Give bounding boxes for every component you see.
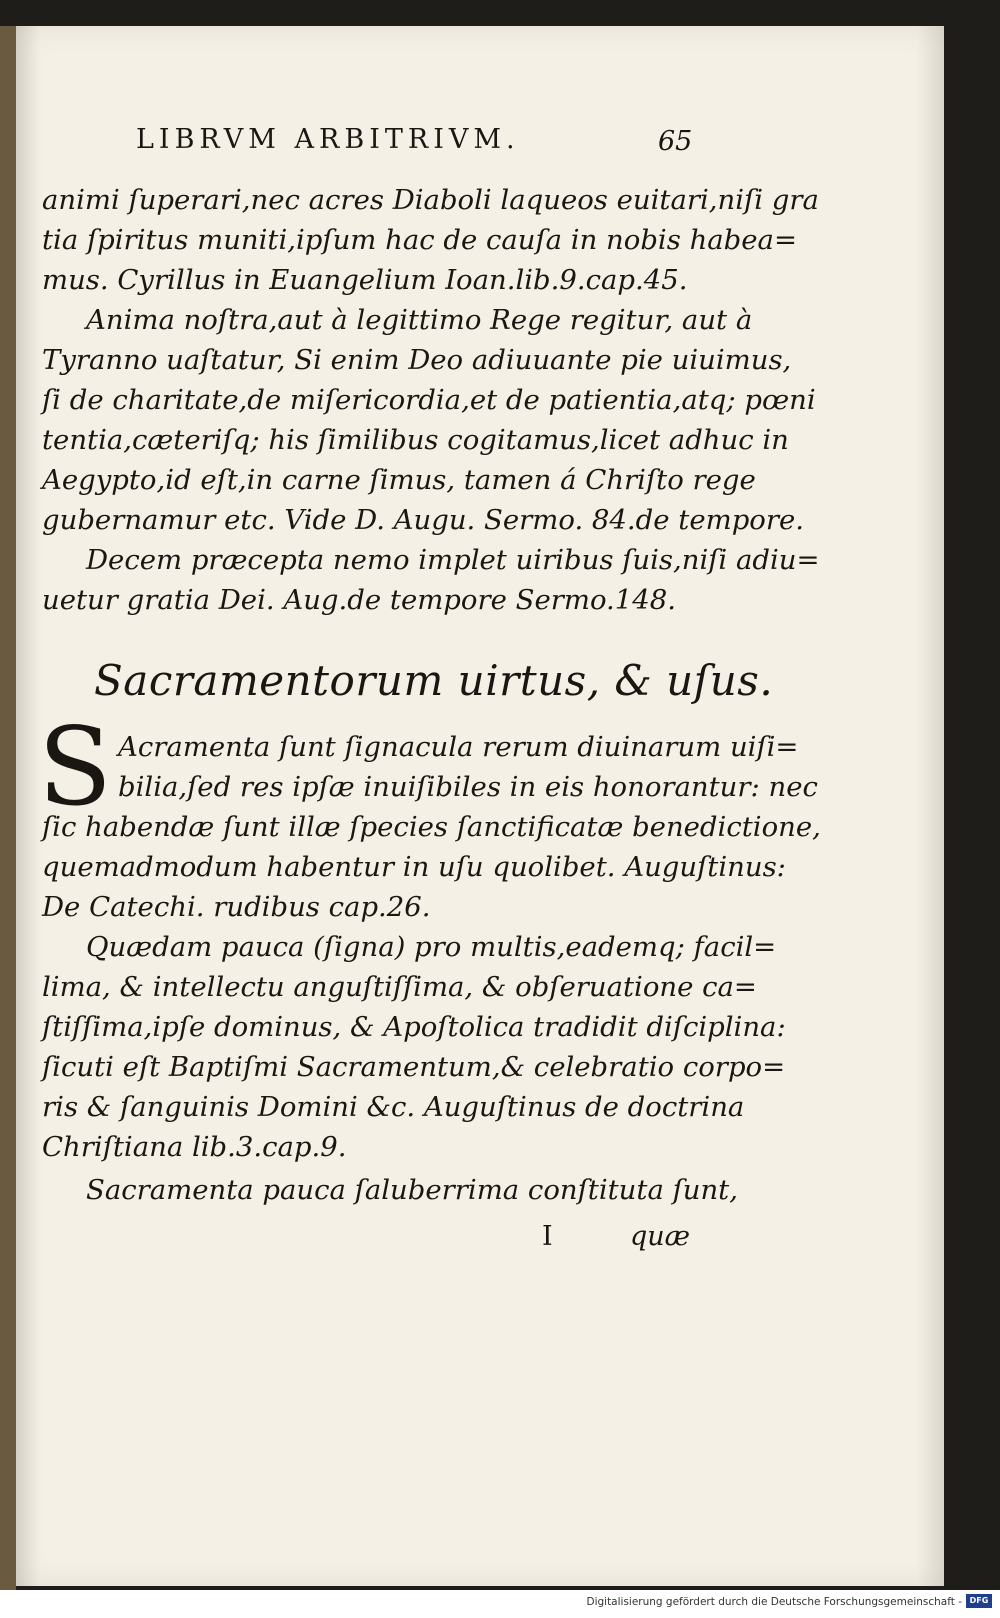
- text-line: tentia,cæteriſq; his ſimilibus cogitamus,licet adhuc in: [42, 424, 789, 456]
- text-line: Quædam pauca (ſigna) pro multis,eademq; facil=: [86, 931, 777, 963]
- text-line: Sacramenta pauca ſaluberrima conſtituta ſunt,: [86, 1174, 738, 1206]
- text-line: tia ſpiritus muniti,ipſum hac de cauſa in nobis habea=: [42, 224, 797, 256]
- page-number: 65: [658, 126, 693, 157]
- text-line: Tyranno uaſtatur, Si enim Deo adiuuante pie uiuimus,: [42, 344, 792, 376]
- text-line: uetur gratia Dei. Aug.de tempore Sermo.148.: [42, 584, 677, 616]
- text-line: Anima noſtra,aut à legittimo Rege regitur, aut à: [86, 304, 753, 336]
- text-line: gubernamur etc. Vide D. Augu. Sermo. 84.de tempore.: [42, 504, 805, 536]
- section-heading: Sacramentorum uirtus, & uſus.: [94, 656, 774, 705]
- text-line: lima, & intellectu anguſtiſſima, & obſeruatione ca=: [42, 971, 757, 1003]
- text-line: ſic habendæ ſunt illæ ſpecies ſanctificatæ benedictione,: [42, 811, 821, 843]
- book-spine-edge: [0, 26, 16, 1590]
- dfg-logo: DFG: [966, 1594, 992, 1608]
- text-line: animi ſuperari,nec acres Diaboli laqueos euitari,niſi gra: [42, 184, 819, 216]
- drop-cap: S: [38, 705, 112, 830]
- text-line: Acramenta ſunt ſignacula rerum diuinarum uiſi=: [118, 731, 799, 763]
- signature-mark: I: [542, 1221, 553, 1252]
- book-page: [16, 26, 944, 1586]
- text-line: ſi de charitate,de miſericordia,et de patientia,atq; pœni: [42, 384, 816, 416]
- text-line: bilia,ſed res ipſæ inuiſibiles in eis honorantur: nec: [118, 771, 818, 803]
- text-line: De Catechi. rudibus cap.26.: [42, 891, 431, 923]
- text-line: quemadmodum habentur in uſu quolibet. Auguſtinus:: [42, 851, 786, 883]
- catchword: quæ: [630, 1221, 691, 1252]
- text-line: ſtiſſima,ipſe dominus, & Apoſtolica tradidit diſciplina:: [42, 1011, 786, 1043]
- running-head: LIBRVM ARBITRIVM.: [136, 124, 520, 155]
- text-line: Chriſtiana lib.3.cap.9.: [42, 1131, 347, 1163]
- text-line: ſicuti eſt Baptiſmi Sacramentum,& celebratio corpo=: [42, 1051, 786, 1083]
- text-line: ris & ſanguinis Domini &c. Auguſtinus de doctrina: [42, 1091, 745, 1123]
- text-line: Aegypto,id eſt,in carne ſimus, tamen á Chriſto rege: [42, 464, 756, 496]
- text-line: mus. Cyrillus in Euangelium Ioan.lib.9.cap.45.: [42, 264, 688, 296]
- text-line: Decem præcepta nemo implet uiribus ſuis,niſi adiu=: [86, 544, 820, 576]
- digitization-credit: Digitalisierung gefördert durch die Deutsche Forschungsgemeinschaft -: [586, 1596, 962, 1608]
